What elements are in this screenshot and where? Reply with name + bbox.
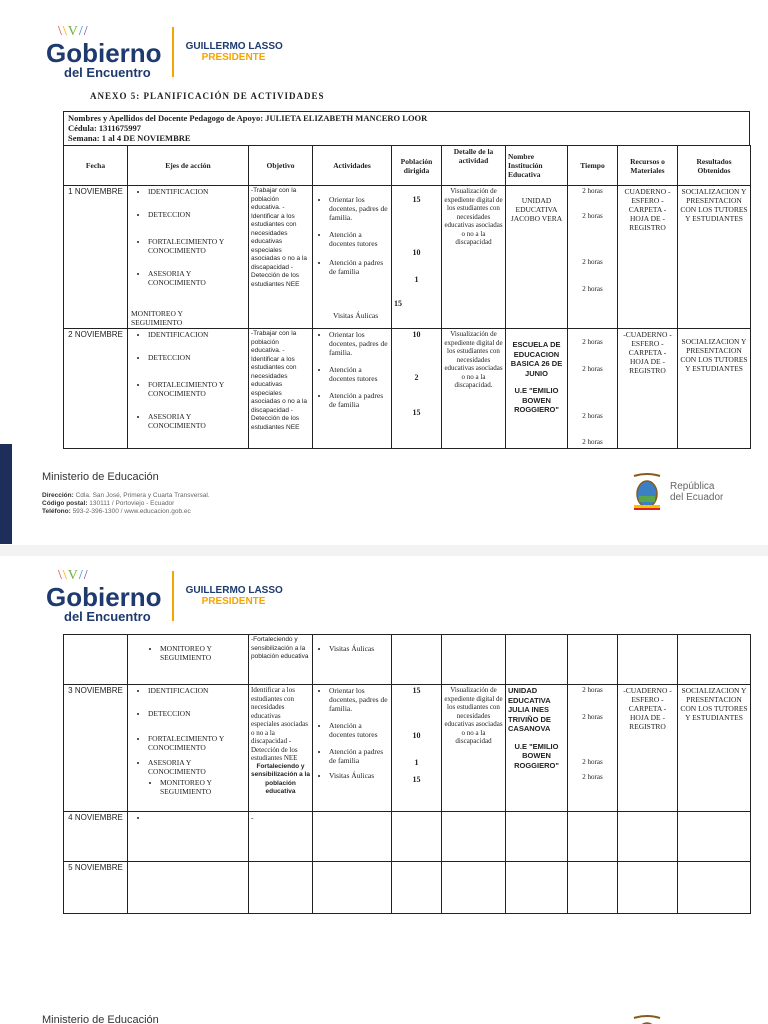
eje-item: • FORTALECIMIENTO Y CONOCIMIENTO (148, 237, 246, 255)
poblacion-value: 15 (394, 299, 402, 308)
tiempo-cell (568, 186, 618, 329)
ministry-name: Ministerio de Educación (42, 1014, 159, 1024)
planning-table (63, 145, 751, 449)
ecuador-shield-icon (630, 472, 664, 512)
logo-separator (172, 27, 174, 77)
annex-title: ANEXO 5: PLANIFICACIÓN DE ACTIVIDADES (90, 91, 325, 101)
poblacion-value: 15 (412, 686, 421, 695)
logo-main-text: Gobierno (46, 582, 162, 612)
table-row (64, 329, 751, 449)
poblacion-value: 15 (412, 408, 421, 417)
page-2 (0, 556, 768, 1024)
eje-item: • ASESORIA Y CONOCIMIENTO (148, 758, 246, 776)
ejes-cell (128, 685, 249, 812)
eje-item: • FORTALECIMIENTO Y CONOCIMIENTO (148, 734, 246, 752)
row-date: 1 NOVIEMBRE (64, 186, 128, 329)
semana: Semana: 1 al 4 DE NOVIEMBRE (68, 133, 191, 143)
institucion-name: U.E "EMILIO BOWEN ROGGIERO" (514, 741, 559, 770)
eje-item: • DETECCION (148, 210, 246, 219)
republica-seal (630, 1014, 664, 1024)
poblacion-cell (392, 186, 442, 329)
teacher-name: Nombres y Apellidos del Docente Pedagogo de Apoyo: JULIETA ELIZABETH MANCERO LOOR (68, 113, 428, 123)
recursos-cell: -CUADERNO -ESFERO -CARPETA -HOJA DE - REGISTRO (618, 329, 678, 449)
table-row (64, 862, 751, 914)
poblacion-cell (392, 685, 442, 812)
table-row (64, 186, 751, 329)
tiempo-value: 2 horas (582, 412, 603, 420)
institucion-cell (506, 862, 568, 914)
actividades-cell (313, 329, 392, 449)
actividad-item: • Visitas Áulicas (329, 644, 389, 653)
actividad-item: • Atención a padres de familia (329, 391, 389, 409)
eje-item: • FORTALECIMIENTO Y CONOCIMIENTO (148, 380, 246, 398)
logo-ticks: \\V// (58, 24, 89, 39)
table-row (64, 812, 751, 862)
poblacion-cell (392, 329, 442, 449)
tiempo-value: 2 horas (582, 365, 603, 373)
recursos-cell (618, 635, 678, 685)
col-header: Recursos o Materiales (618, 146, 678, 186)
tiempo-value: 2 horas (582, 686, 603, 694)
col-header: Actividades (313, 146, 392, 186)
eje-item: • ASESORIA Y CONOCIMIENTO (148, 412, 246, 430)
resultados-cell (678, 812, 751, 862)
actividad-item: • Orientar los docentes, padres de familia. (329, 686, 389, 713)
tiempo-value: 2 horas (582, 758, 603, 766)
objetivo-cell (249, 862, 313, 914)
president-label: GUILLERMO LASSO PRESIDENTE (185, 41, 283, 63)
objetivo-bold-text: Fortaleciendo y sensibilización a la población educativa (251, 762, 310, 795)
tiempo-value: 2 horas (582, 338, 603, 346)
tiempo-value: 2 horas (582, 713, 603, 721)
poblacion-value: 1 (414, 758, 419, 767)
republica-seal (630, 472, 723, 512)
logo-sub-text: del Encuentro (64, 65, 151, 80)
institucion-cell (506, 685, 568, 812)
left-accent-bar (0, 444, 12, 544)
objetivo-cell: -Fortaleciendo y sensibilización a la población educativa (249, 635, 313, 685)
resultados-cell: SOCIALIZACION Y PRESENTACION CON LOS TUTORES Y ESTUDIANTES (678, 186, 751, 329)
eje-item: • MONITOREO Y SEGUIMIENTO (160, 644, 246, 662)
actividad-item: • Atención a padres de familia (329, 747, 389, 765)
tiempo-cell (568, 812, 618, 862)
row-date: 2 NOVIEMBRE (64, 329, 128, 449)
tiempo-cell (568, 685, 618, 812)
row-date: 4 NOVIEMBRE (64, 812, 128, 862)
tiempo-value: 2 horas (582, 773, 603, 781)
poblacion-value: 10 (412, 731, 421, 740)
recursos-cell: -CUADERNO -ESFERO -CARPETA -HOJA DE - REGISTRO (618, 685, 678, 812)
poblacion-value: 15 (412, 775, 421, 784)
poblacion-cell (392, 862, 442, 914)
ejes-cell (128, 186, 249, 329)
actividad-item: • Atención a docentes tutores (329, 365, 389, 383)
table-row (64, 685, 751, 812)
teacher-info-box (63, 111, 750, 146)
actividad-item: • Atención a docentes tutores (329, 721, 389, 739)
eje-item: • DETECCION (148, 709, 246, 718)
col-header: Tiempo (568, 146, 618, 186)
gobierno-logo (46, 24, 283, 80)
col-header: Fecha (64, 146, 128, 186)
row-date: 3 NOVIEMBRE (64, 685, 128, 812)
row-date (64, 635, 128, 685)
eje-item: • IDENTIFICACION (148, 330, 246, 339)
actividades-cell (313, 812, 392, 862)
poblacion-value: 15 (412, 195, 421, 204)
objetivo-text: Identificar a los estudiantes con necesidades educativas especiales asociadas o no a la discapacidad - Detección de los estudiantes NEE (251, 686, 308, 762)
institucion-name: U.E "EMILIO BOWEN ROGGIERO" (514, 386, 559, 414)
eje-item: • ASESORIA Y CONOCIMIENTO (148, 269, 246, 287)
actividades-cell (313, 186, 392, 329)
poblacion-cell (392, 635, 442, 685)
table-header-row (64, 146, 751, 186)
resultados-cell (678, 862, 751, 914)
institucion-cell (506, 635, 568, 685)
objetivo-cell: -Trabajar con la población educativa. - Identificar a los estudiantes con necesidades educativas especiales asociadas o no a la discapacidad - Detección de los estudiantes NEE (249, 186, 313, 329)
resultados-cell: SOCIALIZACION Y PRESENTACION CON LOS TUTORES Y ESTUDIANTES (678, 685, 751, 812)
detalle-cell (442, 862, 506, 914)
ministry-address: Dirección: Cdla. San José, Primera y Cuarta Transversal. Código postal: 130111 / Portoviejo - Ecuador Teléfono: 593-2-396-1300 / www.educacion.gob.ec (42, 492, 210, 515)
tiempo-value: 2 horas (582, 285, 603, 293)
recursos-cell (618, 862, 678, 914)
detalle-cell: Visualización de expediente digital de los estudiantes con necesidades educativas asociadas o no a la discapacidad. (442, 329, 506, 449)
actividad-item: • Orientar los docentes, padres de familia. (329, 330, 389, 357)
actividad-item: • Visitas Áulicas (329, 771, 389, 780)
ejes-cell (128, 862, 249, 914)
actividad-item: • Atención a padres de familia (329, 258, 389, 276)
table-row (64, 635, 751, 685)
eje-extra: MONITOREO Y SEGUIMIENTO (131, 309, 183, 327)
col-header: Objetivo (249, 146, 313, 186)
ministry-name: Ministerio de Educación (42, 471, 159, 483)
actividad-extra: Visitas Áulicas (333, 311, 379, 320)
tiempo-value: 2 horas (582, 258, 603, 266)
resultados-cell: SOCIALIZACION Y PRESENTACION CON LOS TUTORES Y ESTUDIANTES (678, 329, 751, 449)
col-header: Población dirigida (392, 146, 442, 186)
eje-item: • IDENTIFICACION (148, 187, 246, 196)
ejes-cell (128, 812, 249, 862)
president-label: GUILLERMO LASSO PRESIDENTE (185, 585, 283, 607)
objetivo-cell: - (249, 812, 313, 862)
institucion-cell: UNIDAD EDUCATIVA JACOBO VERA (506, 186, 568, 329)
poblacion-value: 10 (412, 330, 421, 339)
tiempo-cell (568, 329, 618, 449)
poblacion-value: 10 (412, 248, 421, 257)
objetivo-cell: -Trabajar con la población educativa. - Identificar a los estudiantes con necesidades educativas especiales asociadas o no a la discapacidad - Detección de los estudiantes NEE (249, 329, 313, 449)
logo-main-text: Gobierno (46, 38, 162, 68)
ejes-cell (128, 635, 249, 685)
objetivo-cell (249, 685, 313, 812)
logo-sub-text: del Encuentro (64, 609, 151, 624)
detalle-cell: Visualización de expediente digital de los estudiantes con necesidades educativas asociadas o no a la discapacidad (442, 685, 506, 812)
institucion-name: ESCUELA DE EDUCACION BASICA 26 DE JUNIO (510, 340, 563, 378)
actividad-item: • Atención a docentes tutores (329, 230, 389, 248)
ejes-cell (128, 329, 249, 449)
recursos-cell: CUADERNO -ESFERO -CARPETA -HOJA DE - REGISTRO (618, 186, 678, 329)
detalle-cell (442, 812, 506, 862)
tiempo-value: 2 horas (582, 438, 603, 446)
logo-ticks: \\V// (58, 568, 89, 583)
col-header: Ejes de acción (128, 146, 249, 186)
tiempo-value: 2 horas (582, 187, 603, 195)
gobierno-logo (46, 568, 283, 624)
institucion-cell (506, 812, 568, 862)
eje-item: • DETECCION (148, 353, 246, 362)
col-header: Nombre Institución Educativa (506, 146, 568, 186)
col-header: Resultados Obtenidos (678, 146, 751, 186)
detalle-cell (442, 635, 506, 685)
planning-table-continued (63, 634, 751, 914)
resultados-cell (678, 635, 751, 685)
eje-item (148, 813, 246, 822)
ecuador-shield-icon (630, 1014, 664, 1024)
poblacion-cell (392, 812, 442, 862)
col-header: Detalle de la actividad (442, 146, 506, 186)
institucion-cell (506, 329, 568, 449)
actividad-item: • Orientar los docentes, padres de familia. (329, 195, 389, 222)
poblacion-value: 2 (414, 373, 419, 382)
eje-item: • MONITOREO Y SEGUIMIENTO (160, 778, 246, 796)
institucion-name: UNIDAD EDUCATIVA JULIA INES TRIVIÑO DE CASANOVA (508, 686, 551, 733)
actividades-cell (313, 635, 392, 685)
tiempo-cell (568, 862, 618, 914)
row-date: 5 NOVIEMBRE (64, 862, 128, 914)
tiempo-value: 2 horas (582, 212, 603, 220)
logo-separator (172, 571, 174, 621)
recursos-cell (618, 812, 678, 862)
tiempo-cell (568, 635, 618, 685)
actividades-cell (313, 862, 392, 914)
actividades-cell (313, 685, 392, 812)
poblacion-value: 1 (414, 275, 419, 284)
eje-item: • IDENTIFICACION (148, 686, 246, 695)
teacher-cedula: Cédula: 1311675997 (68, 123, 141, 133)
republica-label: República del Ecuador (670, 481, 724, 503)
detalle-cell: Visualización de expediente digital de los estudiantes con necesidades educativas asociadas o no a la discapacidad (442, 186, 506, 329)
